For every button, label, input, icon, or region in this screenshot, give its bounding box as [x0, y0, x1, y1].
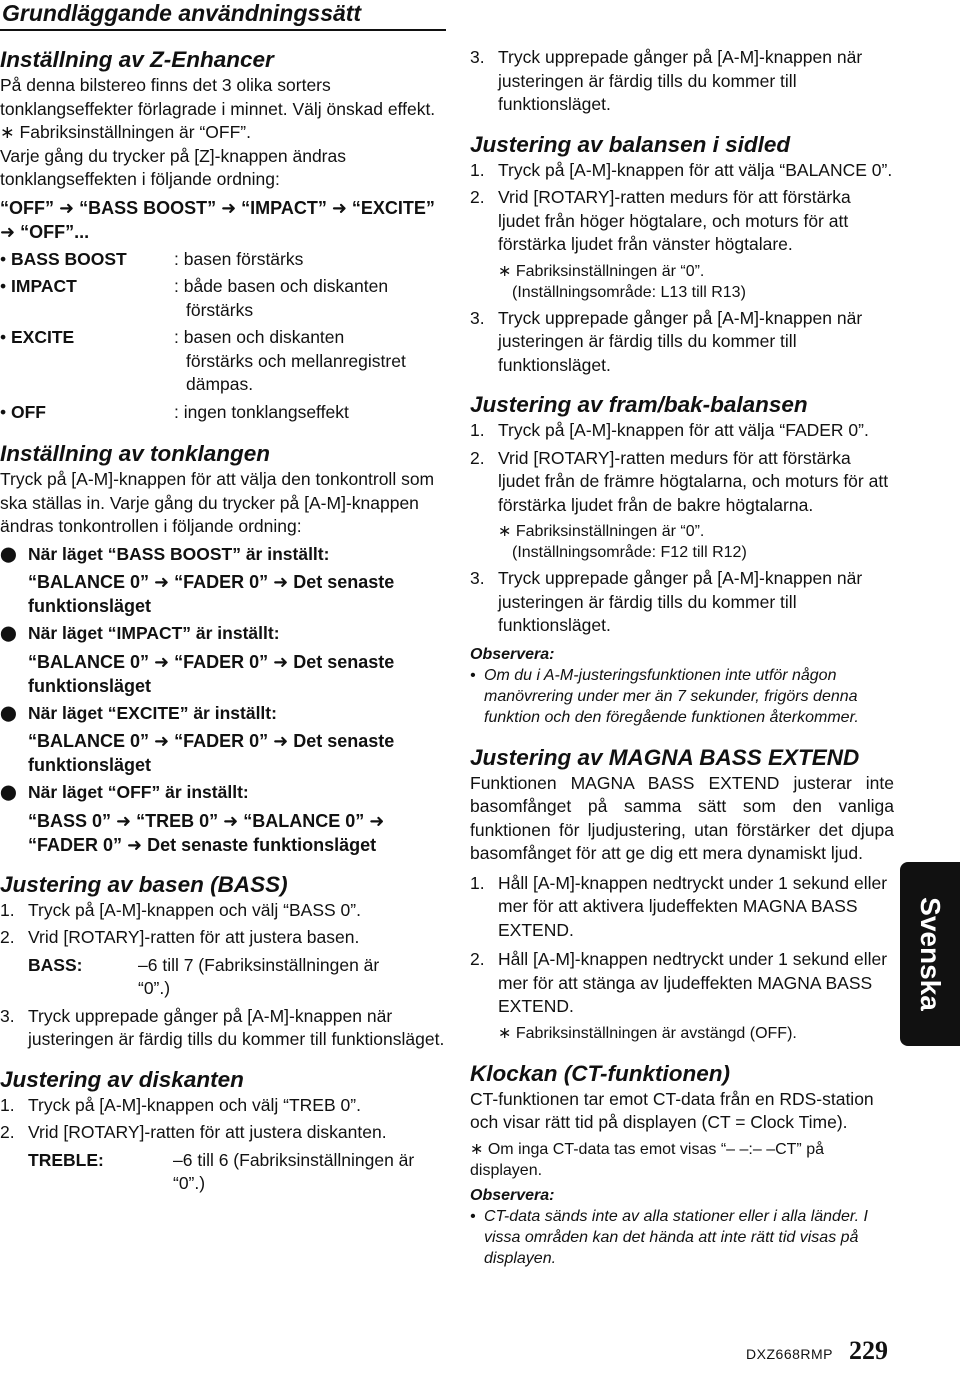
balance-range-note: (Inställningsområde: L13 till R13): [512, 283, 746, 301]
tone-intro: Tryck på [A-M]-knappen för att välja den tonkontroll som ska ställas in. Varje gång du trycker på [A-M]-knappen ändras tonkontrollen i följande ordning:: [0, 469, 435, 536]
observe-label: Observera:: [470, 1186, 555, 1204]
page-header: [0, 0, 446, 30]
bass-heading: Justering av basen (BASS): [0, 871, 288, 897]
balance-step: 3. Tryck upprepade gånger på [A-M]-knappen när justeringen är färdig tills du kommer till funktionsläget.: [470, 307, 863, 375]
language-tab: [900, 862, 960, 1046]
bullet-icon: ⬤: [0, 704, 17, 722]
mode-name: • OFF: [0, 401, 174, 425]
magna-default-note: ∗ Fabriksinställningen är avstängd (OFF).: [498, 1024, 797, 1042]
observe-text: • CT-data sänds inte av alla stationer eller i alla länder. I vissa områden kan det hända att inte rätt tid visas på displayen.: [470, 1207, 868, 1267]
language-tab-label: Svenska: [915, 897, 946, 1011]
bullet-icon: ⬤: [0, 784, 17, 801]
bass-step: 3. Tryck upprepade gånger på [A-M]-knappen när justeringen är färdig tills du kommer till funktionsläget.: [0, 1005, 445, 1049]
mode-desc: : basen förstärks: [174, 248, 304, 269]
bass-step: 1. Tryck på [A-M]-knappen och välj “BASS 0”.: [0, 899, 361, 920]
left-column: [0, 46, 446, 1196]
model-number: DXZ668RMP: [746, 1346, 833, 1362]
observe-text: • Om du i A-M-justeringsfunktionen inte utför någon manövrering under mer än 7 sekunder, frigörs denna funktion och den föregående funktionen återkommer.: [470, 666, 859, 726]
tone-case: ⬤ När läget “OFF” är inställt:: [0, 781, 446, 805]
clock-note: ∗ Om inga CT-data tas emot visas “– –:– –CT” på displayen.: [470, 1140, 824, 1179]
page-number: 229: [849, 1336, 888, 1365]
fader-step: 1. Tryck på [A-M]-knappen för att välja “FADER 0”.: [470, 420, 869, 440]
mode-row: [0, 326, 446, 397]
zenhancer-flow: “OFF” ➜ “BASS BOOST” ➜ “IMPACT” ➜ “EXCITE” ➜ “OFF”...: [0, 197, 435, 242]
balance-step: 1. Tryck på [A-M]-knappen för att välja “BALANCE 0”.: [470, 159, 893, 180]
mode-desc: : ingen tonklangseffekt: [174, 401, 349, 422]
page-title: Grundläggande användningssätt: [2, 0, 362, 26]
clock-intro: CT-funktionen tar emot CT-data från en RDS-station och visar rätt tid på displayen (CT = Clock Time).: [470, 1088, 874, 1132]
mode-row: [0, 248, 446, 272]
header-rule: [0, 29, 446, 31]
balance-default-note: ∗ Fabriksinställningen är “0”.: [498, 262, 705, 280]
tone-sequence: “BASS 0” ➜ “TREB 0” ➜ “BALANCE 0” ➜ “FADER 0” ➜ Det senaste funktionsläget: [28, 810, 385, 855]
mode-name: • EXCITE: [0, 326, 174, 397]
bullet-icon: ⬤: [0, 545, 17, 563]
tone-case: ⬤ När läget “EXCITE” är inställt:: [0, 702, 446, 726]
zenhancer-cycle: Varje gång du trycker på [Z]-knappen ändras tonklangseffekten i följande ordning:: [0, 145, 346, 189]
balance-step: 2. Vrid [ROTARY]-ratten medurs för att förstärka ljudet från höger högtalare, och moturs för att förstärka ljudet från vänster högtalare.: [470, 187, 851, 254]
tone-case: ⬤ När läget “BASS BOOST” är inställt:: [0, 543, 446, 567]
tone-case: ⬤ När läget “IMPACT” är inställt:: [0, 622, 446, 646]
tone-sequence: “BALANCE 0” ➜ “FADER 0” ➜ Det senaste funktionsläget: [28, 572, 395, 616]
fader-heading: Justering av fram/bak-balansen: [470, 392, 808, 417]
observe-label: Observera:: [470, 645, 555, 663]
zenhancer-intro: På denna bilstereo finns det 3 olika sorters tonklangseffekter förlagrade i minnet. Välj önskad effekt.: [0, 75, 436, 119]
fader-step: 3. Tryck upprepade gånger på [A-M]-knappen när justeringen är färdig tills du kommer till funktionsläget.: [470, 568, 863, 635]
magna-heading: Justering av MAGNA BASS EXTEND: [470, 744, 860, 770]
treble-step: 2. Vrid [ROTARY]-ratten för att justera diskanten.: [0, 1122, 387, 1142]
treble-step: 3. Tryck upprepade gånger på [A-M]-knappen när justeringen är färdig tills du kommer till funktionsläget.: [470, 47, 863, 114]
mode-desc: : basen och diskanten förstärks och mellanregistret dämpas.: [174, 327, 406, 394]
magna-step: 2. Håll [A-M]-knappen nedtryckt under 1 sekund eller mer för att stänga av ljudeffekten MAGNA BASS EXTEND.: [470, 949, 888, 1016]
treble-heading: Justering av diskanten: [0, 1066, 244, 1092]
right-column: [470, 46, 894, 1269]
tone-sequence: “BALANCE 0” ➜ “FADER 0” ➜ Det senaste funktionsläget: [28, 651, 395, 696]
fader-default-note: ∗ Fabriksinställningen är “0”.: [498, 523, 705, 540]
mode-row: [0, 275, 446, 322]
balance-heading: Justering av balansen i sidled: [470, 131, 791, 157]
treble-range: TREBLE: –6 till 6 (Fabriksinställningen är “0”.): [28, 1149, 415, 1193]
tone-heading: Inställning av tonklangen: [0, 441, 271, 466]
mode-name: • IMPACT: [0, 275, 174, 322]
magna-step: 1. Håll [A-M]-knappen nedtryckt under 1 sekund eller mer för att aktivera ljudeffekten MAGNA BASS EXTEND.: [470, 872, 888, 940]
magna-intro: Funktionen MAGNA BASS EXTEND justerar inte basomfånget på samma sätt som den vanliga funktionen för ljudjustering, utan förstärker det djupa basomfånget för att ge dig ett mera dynamiskt ljud.: [470, 772, 894, 863]
mode-name: • BASS BOOST: [0, 248, 174, 272]
fader-step: 2. Vrid [ROTARY]-ratten medurs för att förstärka ljudet från de främre högtalarna, och moturs för att förstärka ljudet från de bakre högtalarna.: [470, 447, 889, 515]
bullet-icon: ⬤: [0, 625, 17, 642]
treble-step: 1. Tryck på [A-M]-knappen och välj “TREB 0”.: [0, 1094, 361, 1115]
mode-row: [0, 401, 446, 425]
clock-heading: Klockan (CT-funktionen): [470, 1060, 730, 1086]
mode-desc: : både basen och diskanten förstärks: [174, 276, 389, 320]
fader-range-note: (Inställningsområde: F12 till R12): [512, 544, 747, 561]
zenhancer-default: ∗ Fabriksinställningen är “OFF”.: [0, 122, 251, 142]
tone-sequence: “BALANCE 0” ➜ “FADER 0” ➜ Det senaste funktionsläget: [28, 731, 395, 775]
page-footer: [746, 1336, 888, 1366]
bass-step: 2. Vrid [ROTARY]-ratten för att justera basen.: [0, 927, 360, 947]
bass-range: BASS: –6 till 7 (Fabriksinställningen är “0”.): [28, 954, 380, 998]
zenhancer-heading: Inställning av Z-Enhancer: [0, 47, 274, 72]
